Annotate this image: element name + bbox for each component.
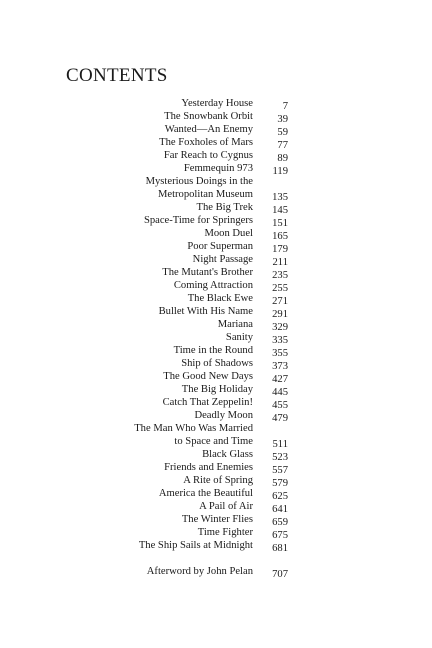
toc-entry bbox=[0, 539, 432, 552]
toc-entry-page: 329 bbox=[272, 322, 288, 333]
toc-entry-page: 255 bbox=[272, 283, 288, 294]
toc-entry bbox=[0, 331, 432, 344]
toc-entry bbox=[0, 500, 432, 513]
toc-entry bbox=[0, 201, 432, 214]
toc-entry-page: 291 bbox=[272, 309, 288, 320]
toc-entry-title: The Winter Flies bbox=[181, 514, 253, 525]
toc-entry-title: Ship of Shadows bbox=[181, 358, 253, 369]
toc-entry bbox=[0, 292, 432, 305]
toc-entry bbox=[0, 253, 432, 266]
toc-entry-title: A Rite of Spring bbox=[183, 475, 253, 486]
toc-entry-title: Mariana bbox=[217, 319, 253, 330]
toc-entry bbox=[0, 123, 432, 136]
toc-entry-title: Deadly Moon bbox=[194, 410, 253, 421]
toc-entry-title: Coming Attraction bbox=[173, 280, 253, 291]
toc-entry bbox=[0, 344, 432, 357]
toc-entry-page: 271 bbox=[272, 296, 288, 307]
toc-entry-page: 659 bbox=[272, 517, 288, 528]
toc-entry bbox=[0, 305, 432, 318]
toc-entry-page: 625 bbox=[272, 491, 288, 502]
toc-entry-title: Yesterday House bbox=[181, 98, 253, 109]
toc-entry-page: 135 bbox=[272, 192, 288, 203]
toc-entry bbox=[0, 448, 432, 461]
toc-entry bbox=[0, 461, 432, 474]
toc-entry-title: Mysterious Doings in the Metropolitan Museum bbox=[145, 176, 253, 200]
toc-entry-page: 523 bbox=[272, 452, 288, 463]
page-title: CONTENTS bbox=[66, 65, 168, 86]
toc-entry-title: The Big Trek bbox=[196, 202, 253, 213]
toc-entry bbox=[0, 266, 432, 279]
toc-entry-page: 355 bbox=[272, 348, 288, 359]
toc-entry bbox=[0, 279, 432, 292]
toc-entry-page: 707 bbox=[272, 569, 288, 580]
toc-entry-page: 7 bbox=[282, 101, 288, 112]
toc-entry bbox=[0, 383, 432, 396]
toc-entry-title: Afterword by John Pelan bbox=[146, 566, 253, 577]
toc-spacer bbox=[0, 552, 432, 565]
toc-entry-page: 511 bbox=[272, 439, 288, 450]
toc-entry-title: The Mutant's Brother bbox=[162, 267, 253, 278]
toc-entry-title: The Big Holiday bbox=[181, 384, 253, 395]
toc-entry-title: Wanted—An Enemy bbox=[164, 124, 253, 135]
toc-entry-page: 675 bbox=[272, 530, 288, 541]
toc-entry-title: Femmequin 973 bbox=[183, 163, 253, 174]
toc-entry-title: The Good New Days bbox=[163, 371, 253, 382]
toc-entry bbox=[0, 370, 432, 383]
toc-entry bbox=[0, 97, 432, 110]
toc-entry bbox=[0, 409, 432, 422]
toc-entry-title: Space-Time for Springers bbox=[143, 215, 253, 226]
toc-entry-title: The Foxholes of Mars bbox=[159, 137, 253, 148]
toc-entry-page: 335 bbox=[272, 335, 288, 346]
toc-entry-page: 151 bbox=[272, 218, 288, 229]
toc-entry bbox=[0, 474, 432, 487]
toc-entry bbox=[0, 214, 432, 227]
toc-entry-title: Catch That Zeppelin! bbox=[162, 397, 253, 408]
toc-entry-page: 119 bbox=[272, 166, 288, 177]
toc-entry-page: 479 bbox=[272, 413, 288, 424]
toc-entry-title: The Ship Sails at Midnight bbox=[138, 540, 253, 551]
toc-entry-page: 211 bbox=[272, 257, 288, 268]
toc-entry bbox=[0, 136, 432, 149]
toc-entry-page: 427 bbox=[272, 374, 288, 385]
toc-entry-page: 59 bbox=[277, 127, 288, 138]
toc-entry-page: 557 bbox=[272, 465, 288, 476]
toc-entry-page: 681 bbox=[272, 543, 288, 554]
toc-entry-page: 89 bbox=[277, 153, 288, 164]
toc-entry-page: 641 bbox=[272, 504, 288, 515]
toc-entry bbox=[0, 240, 432, 253]
toc-entry-page: 179 bbox=[272, 244, 288, 255]
toc-entry-title: Bullet With His Name bbox=[158, 306, 253, 317]
toc-entry bbox=[0, 162, 432, 175]
toc-entry-page: 39 bbox=[277, 114, 288, 125]
toc-entry-title: Sanity bbox=[225, 332, 253, 343]
toc-entry-title: Black Glass bbox=[202, 449, 253, 460]
toc-entry-title: Poor Superman bbox=[187, 241, 253, 252]
toc-entry-title: America the Beautiful bbox=[158, 488, 253, 499]
toc-entry-page: 373 bbox=[272, 361, 288, 372]
toc-entry bbox=[0, 526, 432, 539]
toc-entry-page: 145 bbox=[272, 205, 288, 216]
toc-entry-title: Friends and Enemies bbox=[164, 462, 253, 473]
toc-entry-title: Time Fighter bbox=[197, 527, 253, 538]
toc-entry bbox=[0, 396, 432, 409]
toc-entry-title: The Snowbank Orbit bbox=[164, 111, 253, 122]
toc-entry bbox=[0, 175, 432, 201]
toc-entry-page: 77 bbox=[277, 140, 288, 151]
toc-entry-title: Time in the Round bbox=[173, 345, 253, 356]
toc-entry bbox=[0, 513, 432, 526]
toc-entry bbox=[0, 422, 432, 448]
toc-entry-title: The Black Ewe bbox=[187, 293, 253, 304]
toc-entry-page: 235 bbox=[272, 270, 288, 281]
toc-entry-title: The Man Who Was Married to Space and Time bbox=[134, 423, 253, 447]
toc-entry-page: 579 bbox=[272, 478, 288, 489]
toc-entry-afterword bbox=[0, 565, 432, 578]
toc-entry bbox=[0, 357, 432, 370]
toc-entry-page: 165 bbox=[272, 231, 288, 242]
toc-entry-title: Far Reach to Cygnus bbox=[163, 150, 253, 161]
toc-entry bbox=[0, 487, 432, 500]
toc-entry bbox=[0, 110, 432, 123]
toc-entry bbox=[0, 318, 432, 331]
toc-entry bbox=[0, 149, 432, 162]
toc-entry-title: A Pail of Air bbox=[199, 501, 253, 512]
toc-entry-page: 445 bbox=[272, 387, 288, 398]
toc-entry-title: Night Passage bbox=[192, 254, 253, 265]
table-of-contents bbox=[0, 97, 432, 578]
toc-entry bbox=[0, 227, 432, 240]
toc-entry-title: Moon Duel bbox=[204, 228, 253, 239]
toc-entry-page: 455 bbox=[272, 400, 288, 411]
